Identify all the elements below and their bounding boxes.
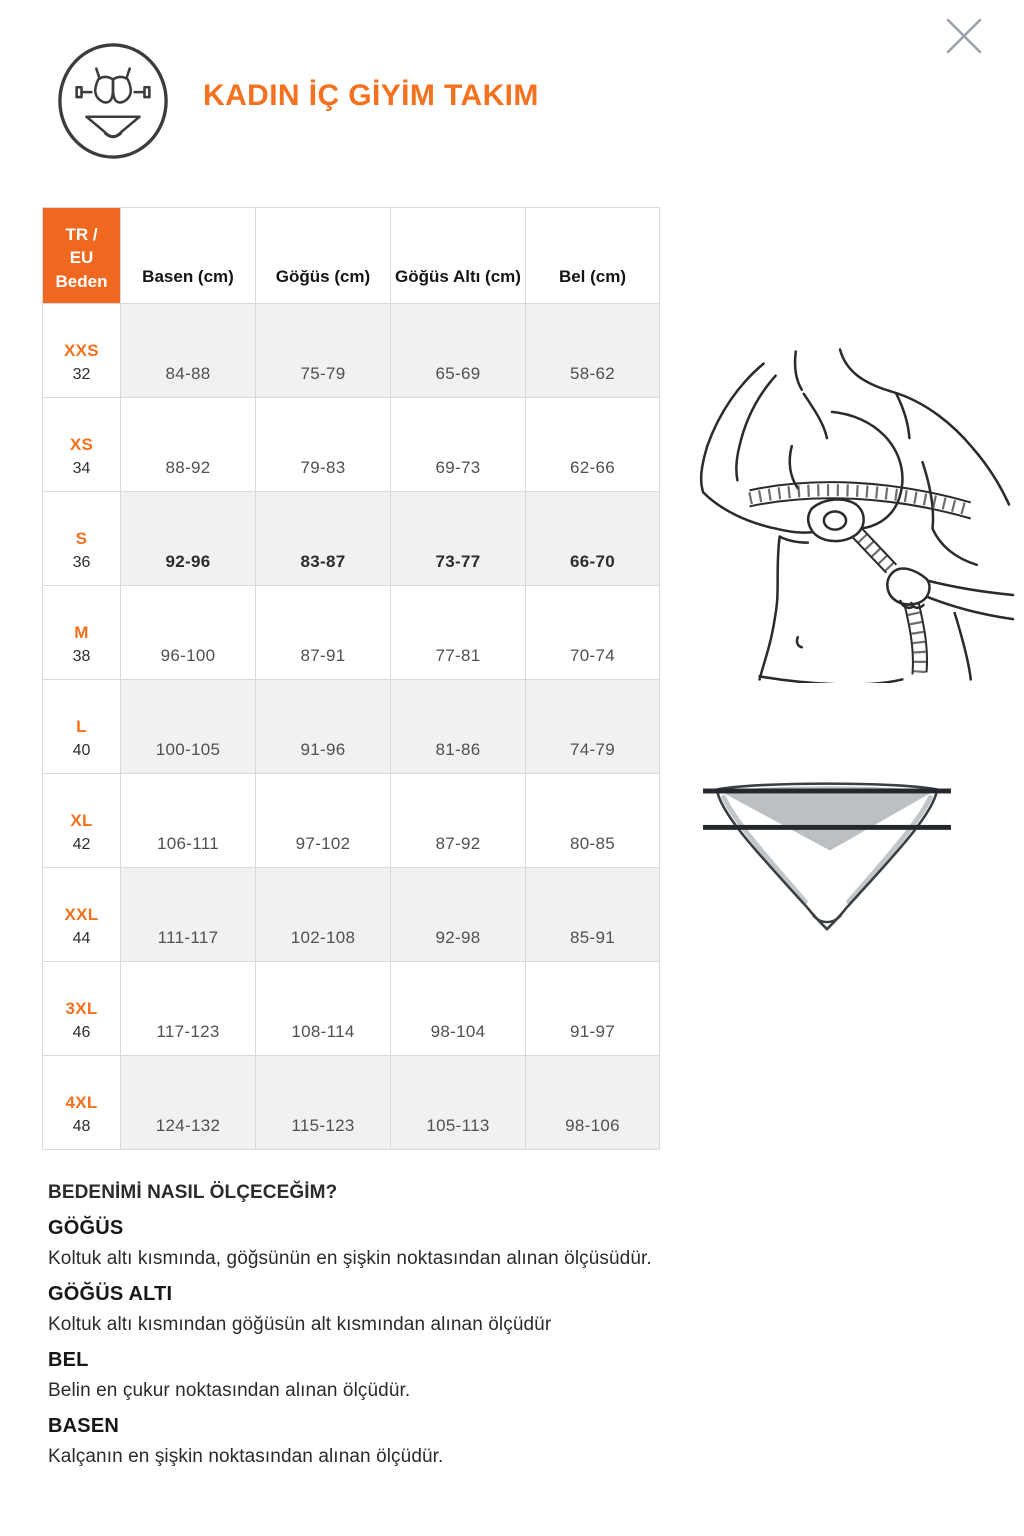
gogus-value: 75-79 [256,304,391,398]
size-code: M [74,622,89,642]
gogus-alti-value: 81-86 [391,680,526,774]
table-header-row [43,208,660,304]
size-eu-number: 38 [72,648,91,665]
gogus-value: 83-87 [256,492,391,586]
gogus-alti-value: 105-113 [391,1056,526,1150]
size-label-cell [43,962,121,1056]
section-text: Koltuk altı kısmından göğüsün alt kısmından alınan ölçüdür [48,1314,552,1335]
section-heading: BASEN [48,1415,120,1437]
bel-value: 98-106 [526,1056,660,1150]
size-row [43,398,660,492]
corner-header-cell [43,208,121,304]
size-row [43,1056,660,1150]
gogus-alti-value: 98-104 [391,962,526,1056]
size-eu-number: 32 [72,366,91,383]
guide-section-gogus-alti [48,1283,828,1336]
gogus-alti-value: 73-77 [391,492,526,586]
bel-value: 70-74 [526,586,660,680]
size-eu-number: 46 [72,1024,91,1041]
bel-value: 85-91 [526,868,660,962]
size-row [43,492,660,586]
size-row [43,868,660,962]
guide-section-gogus [48,1217,828,1270]
gogus-alti-value: 87-92 [391,774,526,868]
gogus-value: 97-102 [256,774,391,868]
size-label-cell [43,586,121,680]
size-table-body [43,304,660,1150]
size-label-cell [43,492,121,586]
gogus-alti-value: 92-98 [391,868,526,962]
size-code: 3XL [65,998,98,1018]
section-text: Koltuk altı kısmında, göğsünün en şişkin noktasından alınan ölçüsüdür. [48,1248,652,1269]
size-code: XL [70,810,93,830]
section-heading: BEL [48,1349,89,1371]
size-code: XS [69,434,94,454]
section-heading: GÖĞÜS [48,1217,124,1239]
page-title: KADIN İÇ GİYİM TAKIM [203,79,539,112]
size-code: 4XL [65,1092,98,1112]
size-label-cell [43,774,121,868]
size-eu-number: 44 [72,930,91,947]
size-row [43,586,660,680]
size-label-cell [43,1056,121,1150]
size-row [43,962,660,1056]
corner-line-3: Beden [55,271,108,291]
bel-value: 74-79 [526,680,660,774]
basen-value: 92-96 [121,492,256,586]
guide-section-bel [48,1349,828,1402]
basen-value: 84-88 [121,304,256,398]
gogus-alti-value: 65-69 [391,304,526,398]
brand-badge [54,40,172,162]
size-eu-number: 34 [72,460,91,477]
guide-section-basen [48,1415,828,1468]
lingerie-set-icon [54,40,172,162]
size-eu-number: 42 [72,836,91,853]
column-header-bel: Bel (cm) [526,208,660,304]
size-label-cell [43,398,121,492]
section-text: Kalçanın en şişkin noktasından alınan ölçüdür. [48,1446,444,1467]
size-code: S [75,528,88,548]
size-code: XXS [64,340,99,360]
panty-measure-illustration [698,760,956,942]
close-button[interactable] [938,10,990,62]
size-table [42,207,660,1150]
bel-value: 66-70 [526,492,660,586]
bust-measure-illustration [663,348,1015,683]
close-icon [942,14,986,58]
basen-value: 106-111 [121,774,256,868]
basen-value: 124-132 [121,1056,256,1150]
column-header-gogus-alti: Göğüs Altı (cm) [391,208,526,304]
basen-value: 88-92 [121,398,256,492]
size-row [43,774,660,868]
size-label-cell [43,868,121,962]
section-heading: GÖĞÜS ALTI [48,1283,173,1305]
size-code: XXL [64,904,99,924]
size-eu-number: 40 [72,742,91,759]
corner-line-2: EU [69,248,94,268]
basen-value: 100-105 [121,680,256,774]
gogus-value: 79-83 [256,398,391,492]
basen-value: 117-123 [121,962,256,1056]
section-text: Belin en çukur noktasından alınan ölçüdür. [48,1380,411,1401]
bel-value: 91-97 [526,962,660,1056]
gogus-value: 91-96 [256,680,391,774]
basen-value: 111-117 [121,868,256,962]
guide-title: BEDENİMİ NASIL ÖLÇECEĞİM? [48,1182,338,1203]
column-header-basen: Basen (cm) [121,208,256,304]
size-label-cell [43,304,121,398]
gogus-alti-value: 77-81 [391,586,526,680]
gogus-value: 108-114 [256,962,391,1056]
gogus-value: 115-123 [256,1056,391,1150]
size-row [43,680,660,774]
gogus-alti-value: 69-73 [391,398,526,492]
size-eu-number: 48 [72,1118,91,1135]
column-header-gogus: Göğüs (cm) [256,208,391,304]
gogus-value: 87-91 [256,586,391,680]
size-label-cell [43,680,121,774]
bel-value: 80-85 [526,774,660,868]
corner-line-1: TR / [65,224,98,244]
size-code: L [76,716,87,736]
measurement-guide [48,1182,828,1468]
bel-value: 62-66 [526,398,660,492]
gogus-value: 102-108 [256,868,391,962]
size-row [43,304,660,398]
basen-value: 96-100 [121,586,256,680]
size-eu-number: 36 [72,554,91,571]
bel-value: 58-62 [526,304,660,398]
